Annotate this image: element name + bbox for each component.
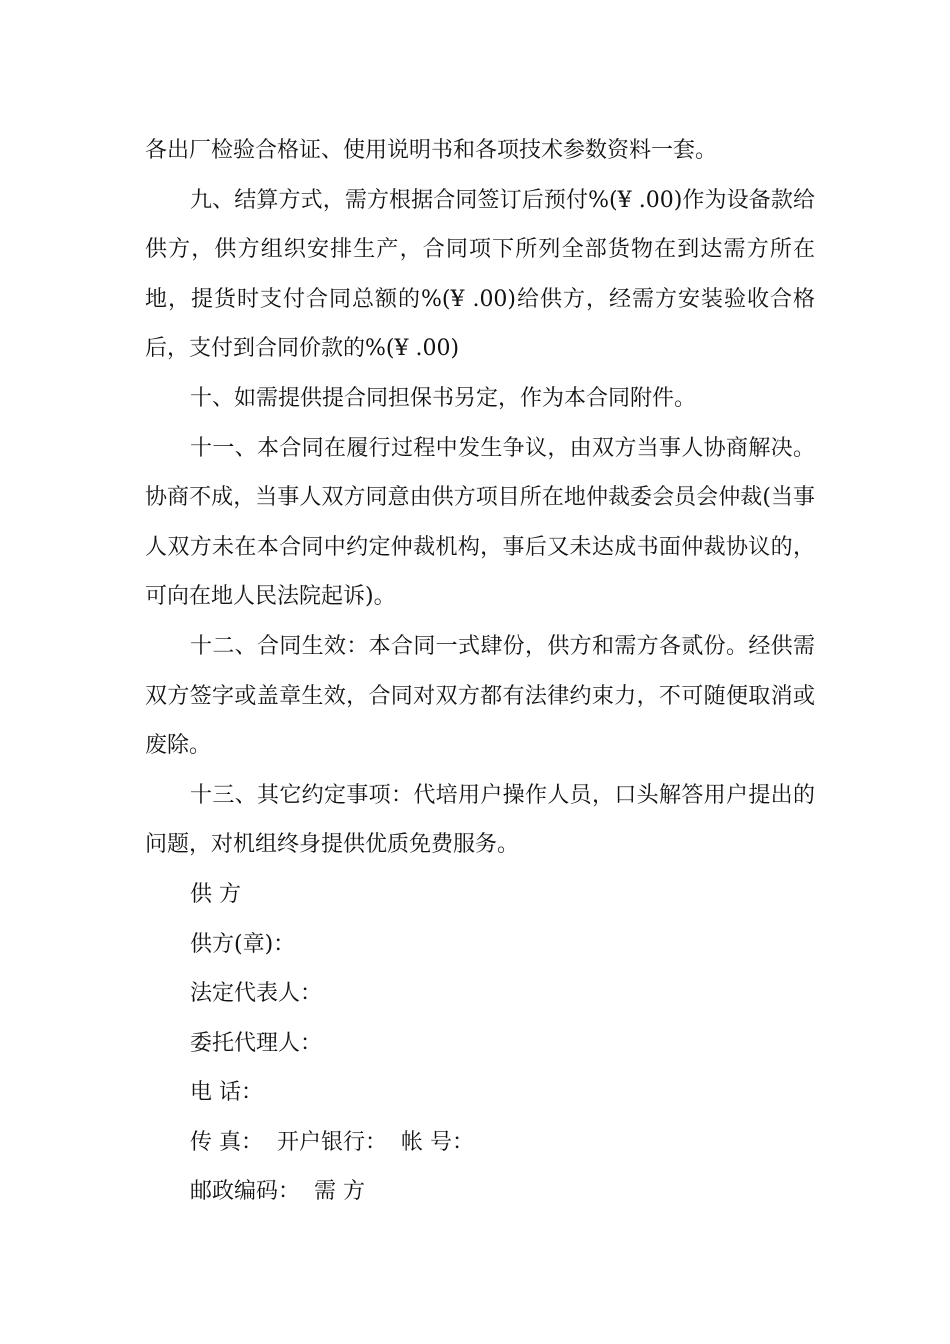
paragraph-documents-list: 各出厂检验合格证、使用说明书和各项技术参数资料一套。 [145,138,718,163]
contract-body [145,126,815,1217]
supplier-heading: 供 方 [190,881,241,907]
legal-representative-line: 法定代表人： [190,981,323,1007]
agent-line: 委托代理人： [190,1030,323,1056]
paragraph-settlement-method: 九、结算方式，需方根据合同签订后预付%(¥ .00)作为设备款给供方，供方组织安排生产，合同项下所列全部货物在到达需方所在地，提货时支付合同总额的%(¥ .00)给供方，经需方安装验收合格后，支付到合同价款的%(¥ .00) [145,187,815,362]
phone-line: 电 话： [190,1080,263,1106]
paragraph-other-terms: 十三、其它约定事项：代培用户操作人员，口头解答用户提出的问题，对机组终身提供优质免费服务。 [145,782,815,858]
postcode-buyer-line: 邮政编码： 需 方 [190,1179,365,1205]
paragraph-contract-effect: 十二、合同生效：本合同一式肆份，供方和需方各贰份。经供需双方签字或盖章生效，合同对双方都有法律约束力，不可随便取消或废除。 [145,633,815,759]
paragraph-guarantee: 十、如需提供提合同担保书另定，作为本合同附件。 [190,385,697,411]
supplier-seal-line: 供方(章)： [190,931,296,957]
signature-block [145,870,815,1217]
fax-bank-account-line: 传 真： 开户银行： 帐 号： [190,1129,474,1155]
paragraph-dispute-resolution: 十一、本合同在履行过程中发生争议，由双方当事人协商解决。协商不成，当事人双方同意由供方项目所在地仲裁委会员会仲裁(当事人双方未在本合同中约定仲裁机构，事后又未达成书面仲裁协议的，可向在地人民法院起诉)。 [145,435,815,610]
